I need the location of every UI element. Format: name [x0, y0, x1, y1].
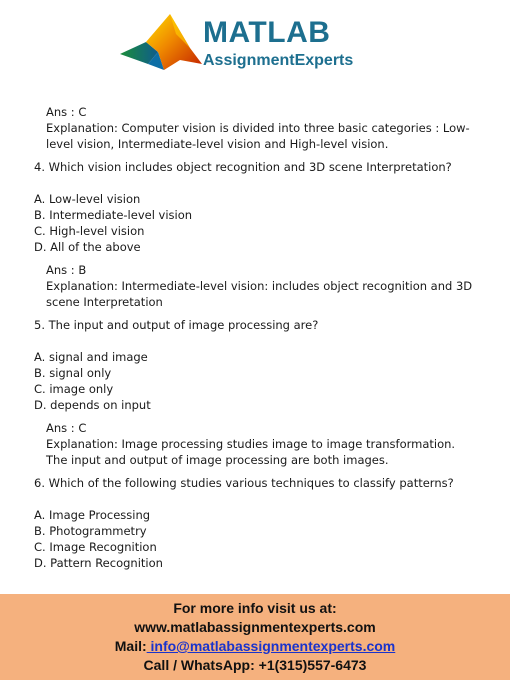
- answer-block: [34, 262, 474, 310]
- answer-explanation: Explanation: Image processing studies image to image transformation. The input and output of image processing are both images.: [46, 437, 456, 467]
- brand-title: MATLAB: [203, 16, 331, 49]
- question-6: 6. Which of the following studies various techniques to classify patterns?: [34, 476, 454, 490]
- option-item: C. Image Recognition: [34, 540, 157, 554]
- footer-heading: For more info visit us at:: [173, 600, 337, 616]
- options-list: [34, 507, 474, 571]
- answer-block: [34, 104, 474, 152]
- email-link[interactable]: info@matlabassignmentexperts.com: [146, 638, 396, 654]
- options-list: [34, 349, 474, 413]
- option-item: C. image only: [34, 382, 114, 396]
- mail-line: [0, 637, 510, 656]
- brand-subtitle: AssignmentExperts: [203, 52, 354, 69]
- header: [0, 0, 510, 100]
- answer-explanation: Explanation: Computer vision is divided into three basic categories : Low-level vision, Intermediate-level vision and High-level vision.: [46, 121, 470, 151]
- answer-label: Ans : B: [46, 263, 87, 277]
- question-4: 4. Which vision includes object recognition and 3D scene Interpretation?: [34, 160, 452, 174]
- option-item: A. Low-level vision: [34, 192, 141, 206]
- option-item: D. Pattern Recognition: [34, 556, 163, 570]
- website-link[interactable]: www.matlabassignmentexperts.com: [134, 619, 376, 635]
- answer-block: [34, 420, 474, 468]
- option-item: A. signal and image: [34, 350, 148, 364]
- mail-label: Mail:: [114, 638, 147, 654]
- option-item: B. Photogrammetry: [34, 524, 147, 538]
- quiz-content: [34, 104, 474, 571]
- contact-footer: [0, 594, 510, 680]
- options-list: [34, 191, 474, 255]
- matlab-membrane-logo-icon: [118, 12, 204, 82]
- answer-label: Ans : C: [46, 421, 87, 435]
- answer-explanation: Explanation: Intermediate-level vision: includes object recognition and 3D scene Interpretation: [46, 279, 473, 309]
- question-5: 5. The input and output of image processing are?: [34, 318, 319, 332]
- option-item: D. All of the above: [34, 240, 141, 254]
- option-item: A. Image Processing: [34, 508, 151, 522]
- option-item: B. signal only: [34, 366, 112, 380]
- answer-label: Ans : C: [46, 105, 87, 119]
- option-item: B. Intermediate-level vision: [34, 208, 193, 222]
- option-item: C. High-level vision: [34, 224, 145, 238]
- option-item: D. depends on input: [34, 398, 151, 412]
- phone-line: Call / WhatsApp: +1(315)557-6473: [143, 657, 367, 673]
